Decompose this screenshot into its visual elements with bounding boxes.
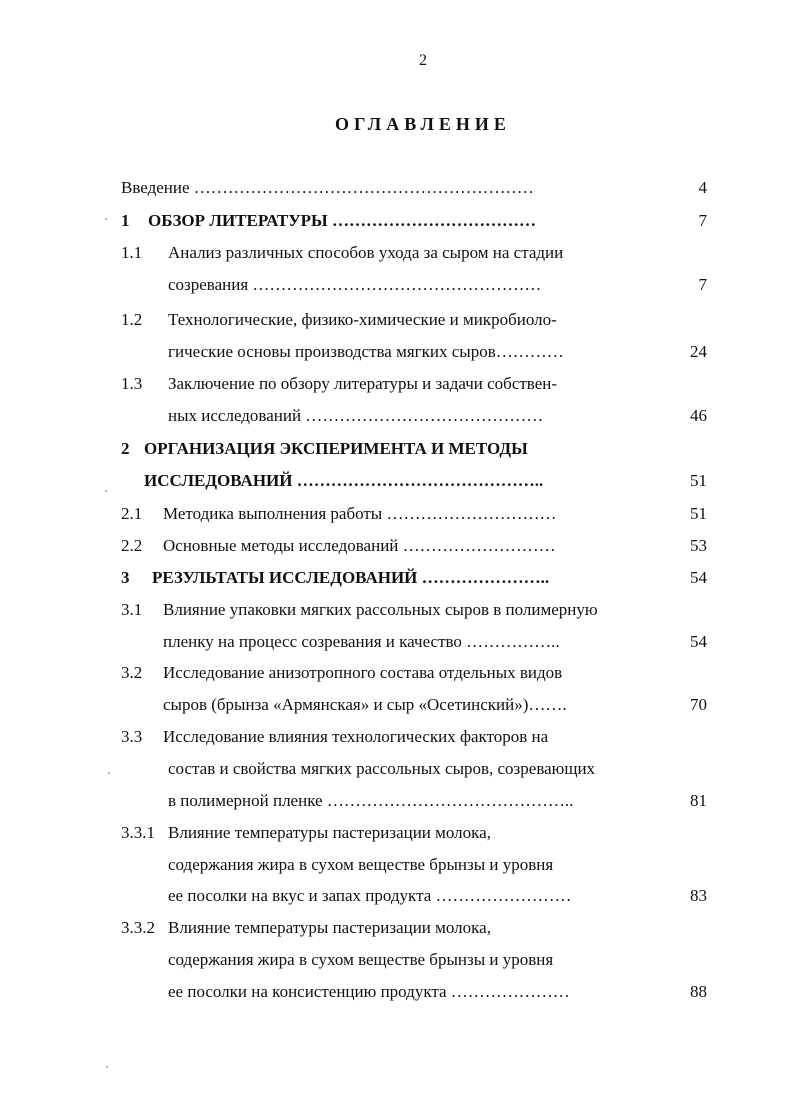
page-title: ОГЛАВЛЕНИЕ: [335, 114, 511, 134]
scan-speck: [108, 772, 110, 774]
toc-s3-1-num: 3.1: [121, 600, 143, 619]
toc-s3-3-2-line3: ее посолки на консистенцию продукта …………………: [168, 982, 570, 1001]
toc-s1-1-line2: созревания ……………………………………………: [168, 275, 542, 294]
toc-s1-text: ОБЗОР ЛИТЕРАТУРЫ ………………………………: [148, 211, 536, 230]
toc-s1-1-num: 1.1: [121, 243, 143, 262]
toc-s1-3-page: 46: [690, 406, 707, 425]
page-number: 2: [419, 52, 427, 69]
toc-s3-3-1-num: 3.3.1: [121, 823, 155, 842]
toc-s2-1-page: 51: [690, 504, 707, 523]
toc-s3-3-line1: Исследование влияния технологических факторов на: [163, 727, 549, 746]
toc-s3-3-2-line2: содержания жира в сухом веществе брынзы и уровня: [168, 950, 554, 969]
toc-s3-3-2-page: 88: [690, 982, 707, 1001]
toc-s1-page: 7: [698, 211, 707, 230]
toc-s2-line1: ОРГАНИЗАЦИЯ ЭКСПЕРИМЕНТА И МЕТОДЫ: [144, 439, 528, 458]
toc-s3-3-2-num: 3.3.2: [121, 918, 155, 937]
toc-s3-num: 3: [121, 568, 130, 587]
toc-s3-2-num: 3.2: [121, 663, 143, 682]
toc-s3-3-page: 81: [690, 791, 707, 810]
toc-s2-1-num: 2.1: [121, 504, 143, 523]
toc-s3-3-line3: в полимерной пленке ……………………………………..: [168, 791, 574, 810]
toc-s2-2-num: 2.2: [121, 536, 143, 555]
toc-s1-2-page: 24: [690, 342, 707, 361]
toc-s3-3-1-line1: Влияние температуры пастеризации молока,: [168, 823, 491, 842]
toc-s3-text: РЕЗУЛЬТАТЫ ИССЛЕДОВАНИЙ …………………..: [152, 568, 550, 587]
toc-s3-1-line1: Влияние упаковки мягких рассольных сыров в полимерную: [163, 600, 598, 619]
toc-s2-2-page: 53: [690, 536, 707, 555]
toc-s3-1-page: 54: [690, 632, 707, 651]
toc-s1-2-line2: гические основы производства мягких сыров…………: [168, 342, 564, 361]
toc-s2-2-text: Основные методы исследований ………………………: [163, 536, 556, 555]
toc-s3-3-2-line1: Влияние температуры пастеризации молока,: [168, 918, 491, 937]
toc-s2-page: 51: [690, 471, 707, 490]
toc-s1-2-num: 1.2: [121, 310, 143, 329]
toc-s3-3-num: 3.3: [121, 727, 143, 746]
toc-s3-3-line2: состав и свойства мягких рассольных сыров, созревающих: [168, 759, 596, 778]
toc-s2-num: 2: [121, 439, 130, 458]
toc-s1-3-line1: Заключение по обзору литературы и задачи собствен-: [168, 374, 558, 393]
toc-s2-line2: ИССЛЕДОВАНИЙ ……………………………………..: [144, 471, 544, 490]
toc-s1-3-num: 1.3: [121, 374, 143, 393]
toc-s3-2-line1: Исследование анизотропного состава отдельных видов: [163, 663, 563, 682]
toc-s1-3-line2: ных исследований ……………………………………: [168, 406, 544, 425]
scan-speck: [105, 490, 107, 492]
toc-intro-page: 4: [698, 178, 707, 197]
toc-s3-2-page: 70: [690, 695, 707, 714]
toc-s2-1-text: Методика выполнения работы …………………………: [163, 504, 557, 523]
toc-s3-3-1-line2: содержания жира в сухом веществе брынзы и уровня: [168, 855, 554, 874]
toc-s3-page: 54: [690, 568, 707, 587]
toc-s1-1-page: 7: [698, 275, 707, 294]
scan-speck: [105, 218, 107, 220]
scan-speck: [106, 1066, 108, 1068]
toc-s1-num: 1: [121, 211, 130, 230]
toc-s1-2-line1: Технологические, физико-химические и микробиоло-: [168, 310, 557, 329]
toc-s3-2-line2: сыров (брынза «Армянская» и сыр «Осетинский»)…….: [163, 695, 567, 714]
toc-s3-1-line2: пленку на процесс созревания и качество ……………..: [163, 632, 560, 651]
toc-s3-3-1-line3: ее посолки на вкус и запах продукта ……………………: [168, 886, 572, 905]
toc-s3-3-1-page: 83: [690, 886, 707, 905]
toc-s1-1-line1: Анализ различных способов ухода за сыром на стадии: [168, 243, 564, 262]
toc-intro-text: Введение ……………………………………………………: [121, 178, 534, 197]
